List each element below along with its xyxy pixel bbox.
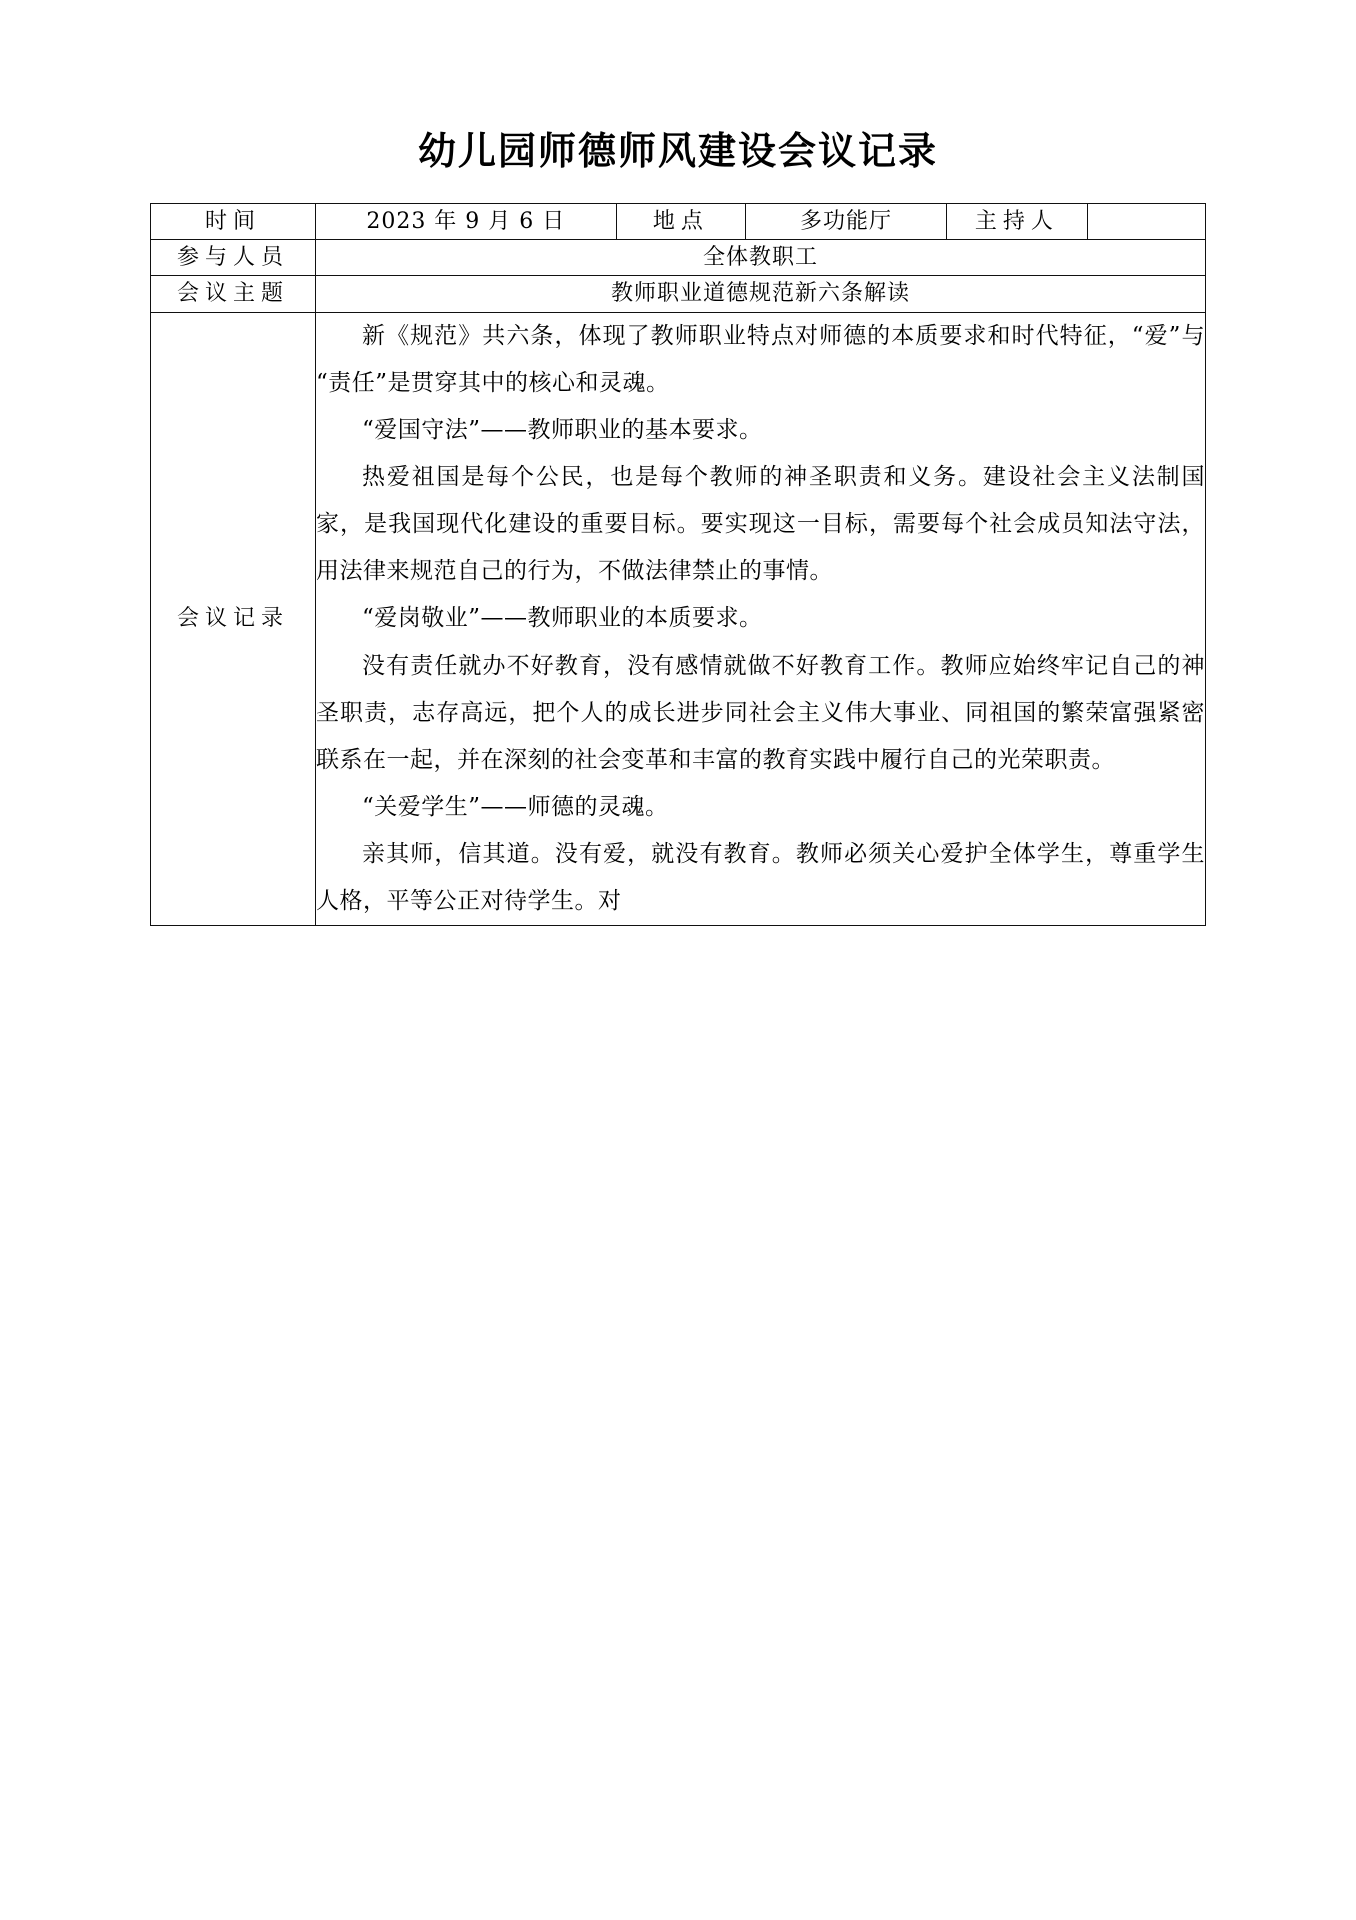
place-value: 多功能厅 [746,204,946,240]
record-paragraph: “爱岗敬业”——教师职业的本质要求。 [362,605,763,632]
record-body [316,312,1206,926]
record-label: 会议记录 [151,312,316,926]
time-label: 时间 [151,204,316,240]
table-row-topic [151,276,1206,312]
record-paragraph: “关爱学生”——师德的灵魂。 [362,793,669,820]
participants-value: 全体教职工 [316,240,1206,276]
meeting-record-table [150,203,1206,926]
host-value [1088,204,1206,240]
record-paragraph: 热爱祖国是每个公民，也是每个教师的神圣职责和义务。建设社会主义法制国家，是我国现代化建设的重要目标。要实现这一目标，需要每个社会成员知法守法，用法律来规范自己的行为，不做法律禁止的事情。 [316,463,1205,585]
record-paragraph: 亲其师，信其道。没有爱，就没有教育。教师必须关心爱护全体学生，尊重学生人格，平等公正对待学生。对 [316,841,1205,915]
table-row-record [151,312,1206,926]
record-paragraph: “爱国守法”——教师职业的基本要求。 [362,416,763,443]
table-row-participants [151,240,1206,276]
table-row-time [151,204,1206,240]
topic-label: 会议主题 [151,276,316,312]
record-paragraph: 没有责任就办不好教育，没有感情就做不好教育工作。教师应始终牢记自己的神圣职责，志存高远，把个人的成长进步同社会主义伟大事业、同祖国的繁荣富强紧密联系在一起，并在深刻的社会变革和丰富的教育实践中履行自己的光荣职责。 [316,652,1205,773]
record-paragraph: 新《规范》共六条，体现了教师职业特点对师德的本质要求和时代特征，“爱”与“责任”是贯穿其中的核心和灵魂。 [316,322,1205,396]
topic-value: 教师职业道德规范新六条解读 [316,276,1206,312]
page-title: 幼儿园师德师风建设会议记录 [417,128,938,173]
place-label: 地点 [616,204,746,240]
host-label: 主持人 [946,204,1087,240]
participants-label: 参与人员 [151,240,316,276]
time-value: 2023 年 9 月 6 日 [316,204,617,240]
